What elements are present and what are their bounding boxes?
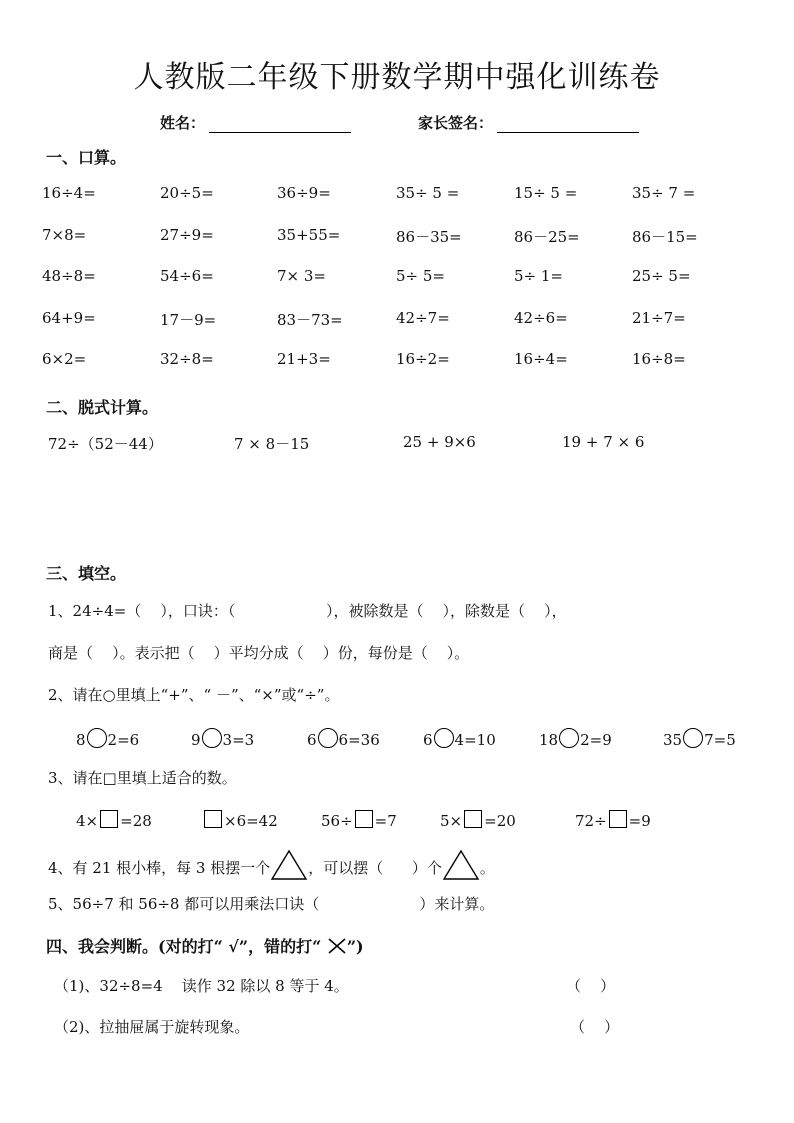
box-suffix: =28 [120,812,152,830]
oral-calc-item: 7× 3= [277,267,326,285]
parent-signature-label: 家长签名： [418,114,494,132]
operator-item [191,728,254,749]
oral-calc-item: 42÷7= [396,308,450,327]
box-item [440,810,516,830]
fill-q4-part-b: ，可以摆（ ）个 [308,859,442,877]
oral-calc-item: 83－73= [277,310,343,329]
answer-box[interactable] [464,810,482,828]
answer-box[interactable] [204,810,222,828]
fill-q5: 5、56÷7 和 56÷8 都可以用乘法口诀（ ）来计算。 [48,895,495,913]
oral-calc-item: 35÷ 7 = [632,184,696,202]
name-blank-line[interactable] [209,117,351,133]
box-prefix: 5× [440,812,463,830]
oral-calc-item: 54÷6= [160,267,214,285]
box-suffix: =7 [374,812,397,830]
box-item [202,810,278,830]
oral-calc-item: 16÷4= [42,184,96,202]
operand-right: 3=3 [222,731,255,749]
oral-calc-item: 15÷ 5 = [514,184,578,202]
operator-circle[interactable] [683,728,703,748]
operand-left: 6 [423,731,433,749]
oral-calc-item: 6×2= [42,350,87,368]
operator-item [663,728,736,749]
operand-left: 18 [539,731,559,749]
box-item [321,810,397,830]
oral-calc-item: 17－9= [160,310,217,329]
parent-signature-field[interactable] [418,112,639,133]
oral-calc-item: 86－25= [514,227,580,246]
oral-calc-item: 21+3= [277,350,331,368]
judge-answer-2[interactable]: （ ） [570,1018,620,1036]
box-suffix: ×6=42 [224,812,278,830]
oral-calc-item: 42÷6= [514,308,568,327]
oral-calc-item: 16÷8= [632,350,686,368]
section-3-heading: 三、填空。 [46,564,127,583]
operand-right: 4=10 [454,731,496,749]
oral-calc-item: 64+9= [42,308,96,327]
judge-answer-1[interactable]: （ ） [566,977,616,995]
name-field[interactable] [160,112,351,133]
section-4-heading-part-a: 四、我会判断。(对的打“ √”，错的打“ [46,937,327,956]
operand-right: 6=36 [338,731,380,749]
fill-q3-text: 3、请在□里填上适合的数。 [48,769,237,787]
operator-item [76,728,139,749]
oral-calc-item: 86－15= [632,227,698,246]
operand-left: 35 [663,731,683,749]
box-suffix: =9 [628,812,651,830]
operand-left: 6 [307,731,317,749]
cross-icon [327,937,347,955]
oral-calc-item: 35+55= [277,225,341,244]
section-2-heading: 二、脱式计算。 [46,398,159,417]
oral-calc-item: 16÷4= [514,350,568,368]
operator-item [307,728,380,749]
triangle-icon [442,849,480,881]
operand-left: 8 [76,731,86,749]
oral-calc-item: 27÷9= [160,225,214,244]
oral-calc-item: 86－35= [396,227,462,246]
step-calc-item: 19 + 7 × 6 [562,433,645,451]
section-4-heading [46,934,364,957]
operand-right: 2=6 [107,731,140,749]
section-1-heading: 一、口算。 [46,148,127,167]
operator-circle[interactable] [87,728,107,748]
answer-box[interactable] [609,810,627,828]
box-prefix: 4× [76,812,99,830]
fill-q1-line2: 商是（ ）。表示把（ ）平均分成（ ）份，每份是（ ）。 [48,644,470,662]
oral-calc-item: 36÷9= [277,184,331,202]
answer-box[interactable] [355,810,373,828]
box-suffix: =20 [484,812,516,830]
page-title: 人教版二年级下册数学期中强化训练卷 [133,60,661,95]
oral-calc-item: 48÷8= [42,267,96,285]
operand-left: 9 [191,731,201,749]
name-label: 姓名： [160,114,206,132]
fill-q4-part-c: 。 [479,859,495,877]
operand-right: 7=5 [704,731,736,749]
box-prefix: 56÷ [321,812,353,830]
triangle-icon [270,849,308,881]
fill-q4 [48,849,495,881]
judge-item-2: （2)、拉抽屉属于旋转现象。 [54,1018,250,1036]
step-calc-item: 72÷（52－44） [48,435,163,453]
oral-calc-item: 21÷7= [632,308,686,327]
operator-item [423,728,496,749]
oral-calc-item: 5÷ 1= [514,267,563,285]
oral-calc-item: 5÷ 5= [396,267,445,285]
box-prefix: 72÷ [575,812,607,830]
operator-item [539,728,612,749]
operand-right: 2=9 [580,731,612,749]
operator-circle[interactable] [559,728,579,748]
fill-q4-part-a: 4、有 21 根小棒，每 3 根摆一个 [48,859,271,877]
oral-calc-item: 35÷ 5 = [396,184,460,202]
answer-box[interactable] [100,810,118,828]
step-calc-item: 7 × 8－15 [234,435,310,453]
oral-calc-item: 25÷ 5= [632,267,691,285]
operator-circle[interactable] [318,728,338,748]
fill-q2-text: 2、请在○里填上“+”、“ －”、“×”或“÷”。 [48,686,340,704]
oral-calc-item: 20÷5= [160,184,214,202]
step-calc-item: 25 + 9×6 [403,433,476,451]
operator-circle[interactable] [202,728,222,748]
judge-item-1: （1)、32÷8=4 读作 32 除以 8 等于 4。 [54,977,349,995]
parent-signature-blank-line[interactable] [497,117,639,133]
box-item [575,810,651,830]
fill-q1-line1: 1、24÷4=（ ），口诀：（ ），被除数是（ ），除数是（ ）， [48,602,567,620]
operator-circle[interactable] [434,728,454,748]
oral-calc-item: 16÷2= [396,350,450,368]
oral-calc-item: 7×8= [42,225,87,244]
box-item [76,810,152,830]
section-4-heading-part-b: ”) [346,937,364,956]
oral-calc-item: 32÷8= [160,350,214,368]
